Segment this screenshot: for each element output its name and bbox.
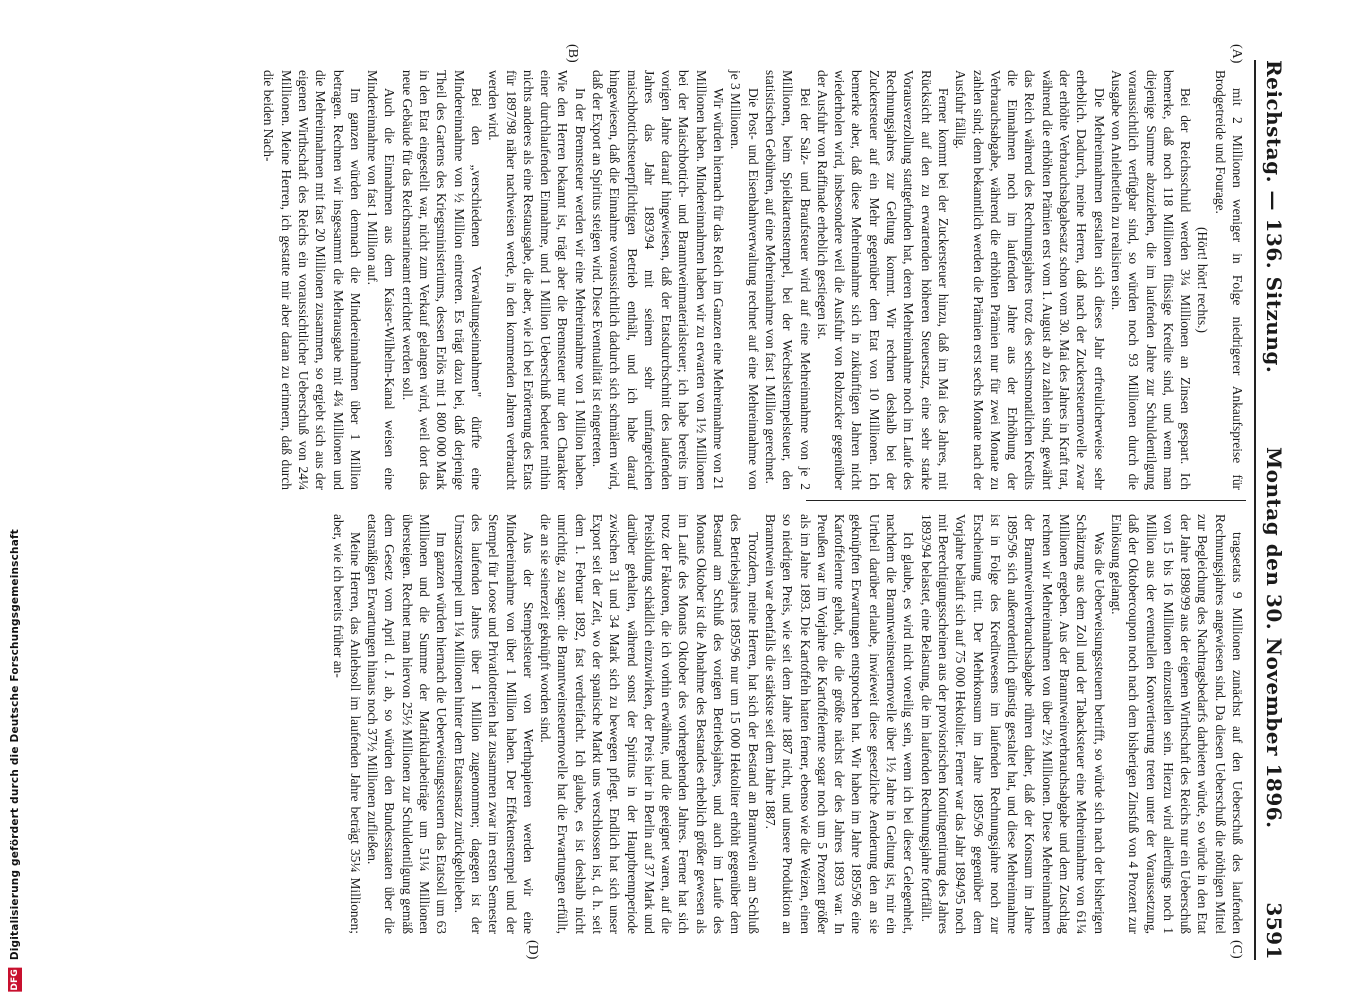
paragraph: Die Post- und Eisenbahnverwaltung rechnet auf eine Mehreinnahme von je 3 Millionen. (728, 70, 761, 490)
right-column (329, 514, 1246, 934)
interjection: (Hört! hört! rechts.) (1195, 227, 1211, 333)
paragraph: Im ganzen würden demnach die Mindereinnahmen über 1 Million betragen. Rechnen wir insgesammt die Mehrausgabe mit 4¾ Millionen und die Mehreinnahmen mit fast 20 Millionen zusammen, so ergiebt sich aus der eigenen Wirthschaft des Reichs ein voraussichtlicher Ueberschuß von 24¼ Millionen. Meine Herren, ich gestatte mir aber daran zu erinnern, daß durch die beiden Nach- (261, 70, 363, 490)
paragraph: Ferner kommt bei der Zuckersteuer hinzu, daß im Mai des Jahres, mit Rücksicht auf den zu erwartenden höheren Steuersatz, eine sehr starke Vorausverzollung stattgefunden hat, deren Mehreinnahme noch im Laufe des Rechnungsjahres zur Geltung kommt. Wir rechnen deshalb bei der Zuckersteuer auf ein Mehr gegenüber dem Etat von 10 Millionen. Ich bemerke aber, daß diese Mehreinnahme sich in zukünftigen Jahren nicht wiederholen wird, insbesondere weil die Ausfuhr von Rohzucker gegenüber der Ausfuhr von Raffinade erheblich gestiegen ist. (814, 70, 951, 490)
paragraph: mit 2 Millionen weniger in Folge niedrigerer Ankaufspreise für Brodgetreide und Fourage. (1212, 70, 1245, 490)
paragraph: tragsetats 9 Millionen zunächst auf den Ueberschuß des laufenden Rechnungsjahres angewiesen sind. Da diesen Ueberschuß die nöthigen Mittel zur Begleichung des Nachtragsbedarfs darbieten würde, so würde in den Etat der Jahre 1898/99 aus der eigenen Wirthschaft des Reichs nur ein Ueberschuß von 15 bis 16 Millionen einzustellen sein. Hierzu wird allerdings noch 1 Million aus der eventuellen Konvertierung treten unter der Voraussetzung, daß der Oktobercoupon noch nach dem bisherigen Zinsfuß von 4 Prozent zur Einlösung gelangt. (1108, 514, 1245, 934)
rotated-page (60, 0, 1300, 1000)
header-date: Montag den 30. November 1896. (1262, 447, 1286, 829)
paragraph: In der Brennsteuer werden wir eine Mehreinnahme von 1 Million haben. Wie den Herren bekannt ist, trägt aber die Brennsteuer nur den Charakter einer durchlaufenden Einnahme, und 1 Million Ueberschuß bedeutet mithin nichts anderes als eine Restausgabe, die aber, wie ich bei Erörterung des Etats für 1897/98 näher nachweisen werde, in den kommenden Jahren verbraucht werden wird. (486, 70, 588, 490)
margin-marker-b: (B) (565, 44, 580, 63)
digitization-text: Digitalisierung gefördert durch die Deutsche Forschungsgemeinschaft (9, 529, 21, 961)
paragraph: Im ganzen würden hiernach die Ueberweisungssteuern das Etatsoll um 63 Millionen und die Summe der Matrikularbeiträge um 51¼ Millionen übersteigen. Rechnet man hiervon 25½ Millionen zur Schuldentilgung gemäß dem Gesetz vom April d. J. ab, so würden den Bundesstaaten über die etatsmäßigen Erwartungen hinaus noch 37½ Millionen zufließen. (365, 514, 450, 934)
paragraph: Wir würden hiernach für das Reich im Ganzen eine Mehreinnahme von 21 Millionen haben. Mindereinnahmen haben wir zu erwarten von 1½ Millionen bei der Maischbottich- und Branntweinmaterialsteuer; ich habe bereits im vorigen Jahre darauf hingewiesen, daß der Etatsdurchschnitt des laufenden Jahres das Jahr 1893/94 mit seinem sehr umfangreichen maischbottichsteuerpflichtigen Betrieb enthält, und ich habe darauf hingewiesen, daß die Einnahme voraussichtlich dadurch sich schmälern wird, daß der Export an Spiritus steigen wird. Diese Eventualität ist eingetreten. (590, 70, 727, 490)
paragraph: Bei der Reichsschuld werden 3¼ Millionen an Zinsen gespart. Ich bemerke, daß noch 118 Millionen flüssige Kredite sind, und wenn man diejenige Summe abzuziehen, die im laufenden Jahre zur Schuldentilgung voraussichtlich verfügbar sind, so würden noch 93 Millionen durch die Ausgabe von Anleihetiteln zu realisiren sein. (1108, 70, 1194, 490)
left-column (260, 70, 1246, 490)
paragraph: Auch die Einnahmen aus dem Kaiser-Wilhelm-Kanal weisen eine Mindereinnahme von fast 1 Million auf. (365, 70, 398, 490)
paragraph: Aus der Stempelsteuer von Werthpapieren werden wir eine Mindereinnahme von über 1 Million haben. Der Effektenstempel und der Stempel für Loose und Privatlotterien hat zusammen zwar im ersten Semester des laufenden Jahres über 1 Million zugenommen; dagegen ist der Umsatzstempel um 1¼ Millionen hinter dem Etatsansatz zurückgeblieben. (451, 514, 536, 934)
dfg-logo: DFG (10, 969, 20, 991)
paragraph: Was die Ueberweisungssteuern betrifft, so würde sich nach der bisherigen Schätzung aus dem Zoll und der Tabacksteuer eine Mehreinnahme von 61¼ Millionen ergeben. Aus der Branntweinverbrauchsabgabe und dem Zuschlag rechnen wir Mehreinnahmen von über 2½ Millionen. Diese Mehreinnahmen der Branntweinverbrauchsabgabe rühren daher, daß der Konsum im Jahre 1895/96 sich außerordentlich günstig gestaltet hat, und diese Mehreinnahme ist in Folge des Kreditwesens im laufenden Rechnungsjahre noch zur Erscheinung tritt. Der Mehrkonsum im Jahre 1895/96 gegenüber dem Vorjahre beläuft sich auf 75 000 Hektoliter. Ferner war das Jahr 1894/95 noch mit Berechtigungsscheinen aus der provisorischen Kontingentirung des Jahres 1893/94 belastet, eine Belastung, die im laufenden Rechnungsjahre fortfällt. (918, 514, 1107, 934)
page-header (1260, 60, 1288, 960)
paragraph: Die Mehreinnahmen gestalten sich dieses Jahr erfreulicherweise sehr erheblich. Dadurch, meine Herren, daß nach der Zuckersteuernovelle zwar der erhöhte Verbrauchsabgabesatz schon vom 30. Mai des Jahres in Kraft trat, während die erhöhten Prämien erst vom 1. August ab zu zahlen sind, gewährt das Reich während des Rechnungsjahres trotz des sechsmonatlichen Kredits die Einnahmen noch im laufenden Jahre aus der Erhöhung der Verbrauchsabgabe, während die erhöhten Prämien nur für zwei Monate zu zahlen sind; denn bekanntlich werden die Prämien erst sechs Monate nach der Ausfuhr fällig. (953, 70, 1107, 490)
margin-marker-a: (A) (1229, 44, 1244, 64)
paragraph: Ich glaube, es wird nicht voreilig sein, wenn ich bei dieser Gelegenheit, nachdem die Branntweinsteuernovelle über 1½ Jahre in Geltung ist, mir ein Urtheil darüber erlaube, inwieweit diese gesetzliche Aenderung den an sie geknüpften Erwartungen entsprochen hat. Wir haben im Jahre 1895/96 eine Kartoffelernte gehabt, die die größte nächst der des Jahres 1893 war. In Preußen war im Vorjahre die Kartoffelernte sogar noch um 5 Prozent größer als im Jahre 1893. Die Kartoffeln hatten ferner, ebenso wie die Weizen, einen so niedrigen Preis, wie seit dem Jahre 1887 nicht, und unsere Produktion an Branntwein war ebenfalls die stärkste seit dem Jahre 1887. (762, 514, 917, 934)
header-rule (1254, 60, 1256, 960)
column-divider (806, 500, 1246, 501)
digitization-note (8, 529, 22, 992)
header-left: Reichstag. — 136. Sitzung. (1262, 60, 1286, 374)
margin-marker-d: (D) (525, 940, 540, 960)
page-number: 3591 (1262, 902, 1286, 960)
paragraph: Bei den „verschiedenen Verwaltungseinnahmen" dürfte eine Mindereinnahme von ½ Million eintreten. Es trägt dazu bei, daß derjenige Theil des Gartens des Kriegsministeriums, dessen Erlös mit 1 800 000 Mark in den Etat eingestellt war, nicht zum Verkauf gelangen wird, weil dort das neue Gebäude für das Reichsmarineamt errichtet werden soll. (399, 70, 484, 490)
paragraph: Bei der Salz- und Braufsteuer wird auf eine Mehreinnahme von je 2 Millionen, beim Spielkartenstempel, bei der Wechselstempelsteuer, den statistischen Gebühren, auf eine Mehreinnahme von fast 1 Million gerechnet. (762, 70, 813, 490)
paragraph: Trotzdem, meine Herren, hat sich der Bestand an Branntwein am Schluß des Betriebsjahres 1895/96 nur um 15 000 Hektoliter erhöht gegenüber dem Bestand am Schluß des vorigen Betriebsjahres, und auch im Laufe des Monats Oktober ist die Abnahme des Bestandes erheblich größer gewesen als im Laufe des Monats Oktober des vorhergehenden Jahres. Ferner hat sich trotz der Faktoren, die ich vorhin erwähnte, und die geeignet waren, auf die Preisbildung schädlich einzuwirken, der Preis hier in Berlin auf 37 Mark und darüber gehalten, während sonst der Spiritus in der Hauptbrennperiode zwischen 31 und 34 Mark sich zu bewegen pflegt. Endlich hat sich unser Export seit der Zeit, wo der spanische Markt uns verschlossen ist, d. h. seit dem 1. Februar 1892, fast verdreifacht. Ich glaube, es ist deshalb nicht unrichtig, zu sagen: die Branntweinsteuernovelle hat die Erwartungen erfüllt, die an sie seinerzeit geknüpft worden sind. (538, 514, 761, 934)
margin-marker-c: (C) (1229, 940, 1244, 959)
paragraph: Meine Herren, das Anlehsoll im laufenden Jahre beträgt 35¼ Millionen; aber, wie ich bereits früher an- (330, 514, 363, 934)
